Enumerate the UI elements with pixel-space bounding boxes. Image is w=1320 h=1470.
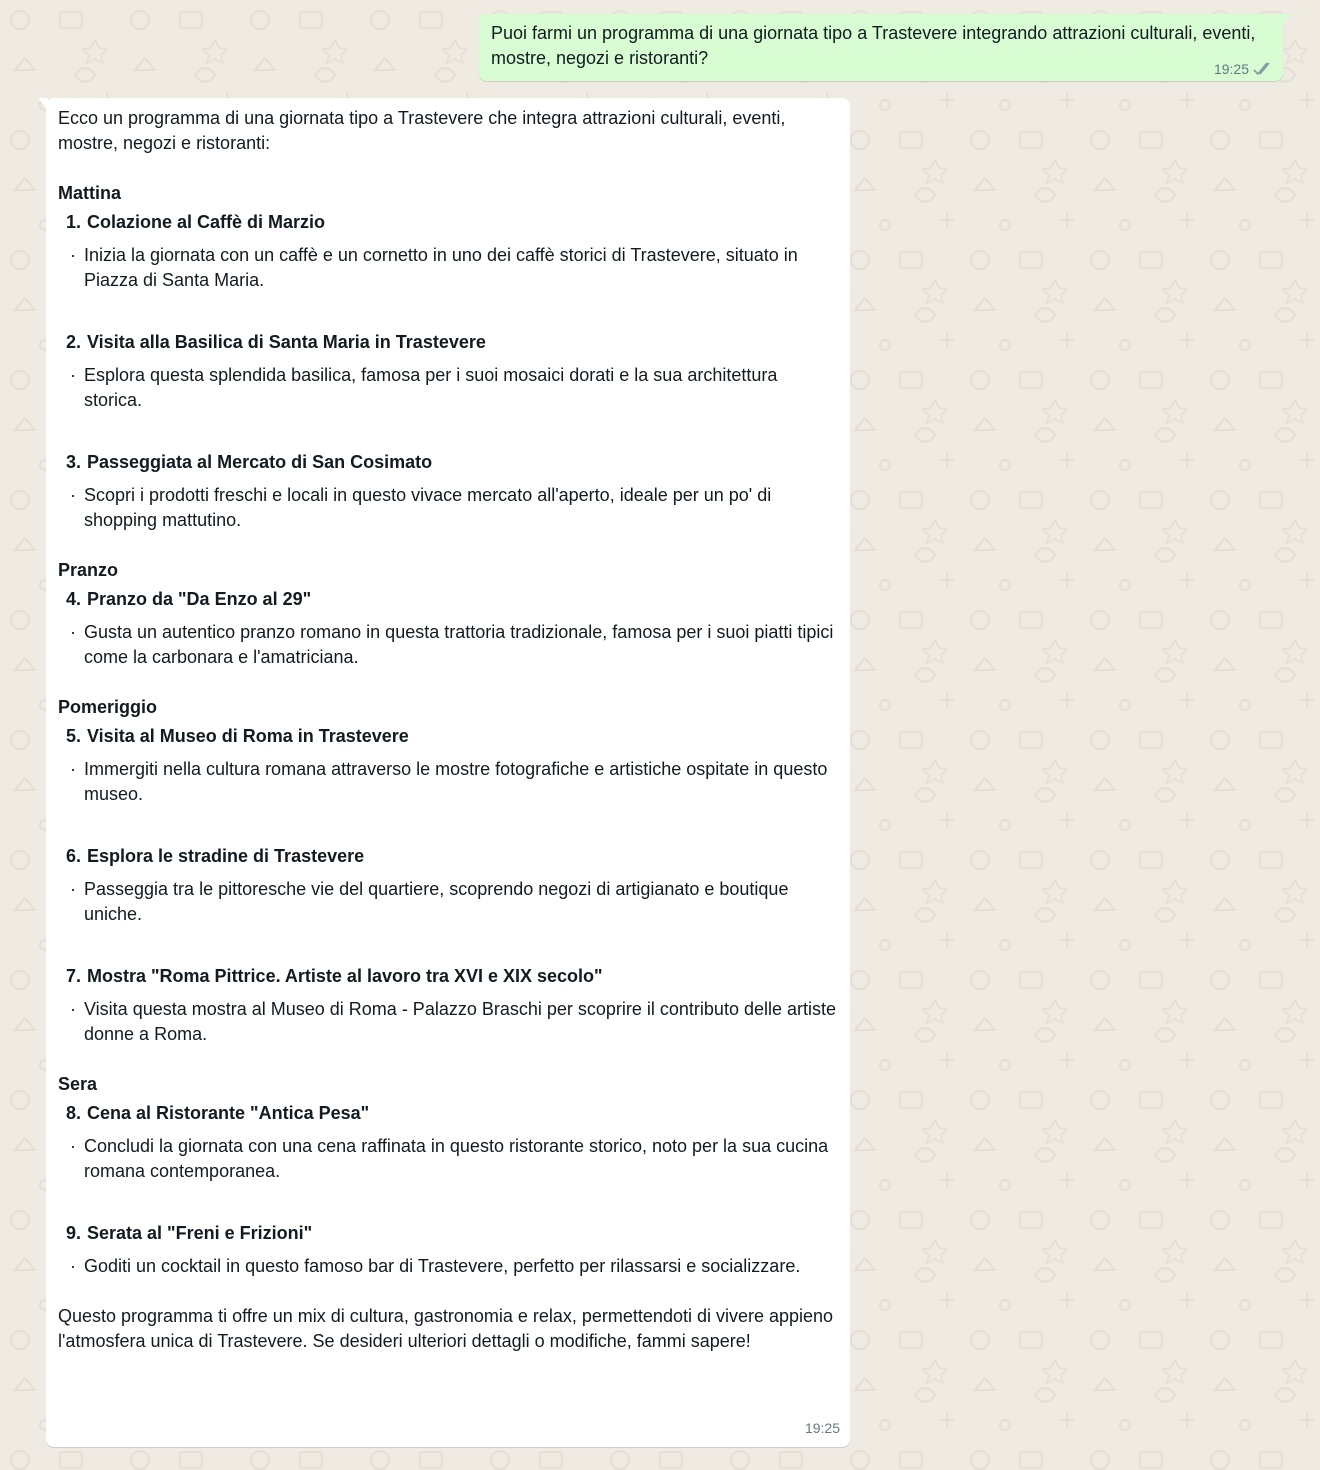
- bullet-icon: ·: [70, 245, 76, 265]
- list-item: 8. Cena al Ristorante "Antica Pesa": [58, 1101, 840, 1126]
- item-description: · Inizia la giornata con un caffè e un cornetto in uno dei caffè storici di Trastevere, situato in Piazza di Santa Maria.: [58, 243, 840, 293]
- item-title: Colazione al Caffè di Marzio: [87, 212, 326, 232]
- item-title: Passeggiata al Mercato di San Cosimato: [87, 452, 433, 472]
- item-description: · Visita questa mostra al Museo di Roma - Palazzo Braschi per scoprire il contributo delle artiste donne a Roma.: [58, 997, 840, 1047]
- message-meta: [1214, 61, 1273, 77]
- closing-text: Questo programma ti offre un mix di cultura, gastronomia e relax, permettendoti di vivere appieno l'atmosfera unica di Trastevere. Se desideri ulteriori dettagli o modifiche, fammi sapere!: [58, 1306, 834, 1351]
- list-item: 2. Visita alla Basilica di Santa Maria in Trastevere: [58, 330, 840, 355]
- outgoing-message-text: Puoi farmi un programma di una giornata tipo a Trastevere integrando attrazioni culturali, eventi, mostre, negozi e ristoranti?: [491, 23, 1256, 68]
- list-item: 5. Visita al Museo di Roma in Trastevere: [58, 724, 840, 749]
- section-title: Sera: [58, 1074, 98, 1094]
- double-check-icon: [1253, 62, 1273, 76]
- list-item: 4. Pranzo da "Da Enzo al 29": [58, 587, 840, 612]
- outgoing-message[interactable]: [479, 14, 1283, 81]
- bullet-icon: ·: [70, 759, 76, 779]
- item-title: Pranzo da "Da Enzo al 29": [87, 589, 312, 609]
- bullet-icon: ·: [70, 1136, 76, 1156]
- message-time: 19:25: [1213, 61, 1249, 77]
- bullet-icon: ·: [70, 999, 76, 1019]
- list-item: 3. Passeggiata al Mercato di San Cosimato: [58, 450, 840, 475]
- item-description: · Gusta un autentico pranzo romano in questa trattoria tradizionale, famosa per i suoi piatti tipici come la carbonara e l'amatriciana.: [58, 620, 840, 670]
- item-description: · Scopri i prodotti freschi e locali in questo vivace mercato all'aperto, ideale per un po' di shopping mattutino.: [58, 483, 840, 533]
- item-title: Cena al Ristorante "Antica Pesa": [87, 1103, 370, 1123]
- incoming-message[interactable]: [46, 98, 850, 1447]
- list-item: 6. Esplora le stradine di Trastevere: [58, 844, 840, 869]
- bullet-icon: ·: [70, 365, 76, 385]
- section-title: Pranzo: [58, 560, 119, 580]
- bubble-tail: [1281, 14, 1291, 26]
- bubble-tail: [38, 98, 48, 110]
- section-title: Mattina: [58, 183, 121, 203]
- section-title: Pomeriggio: [58, 697, 158, 717]
- item-title: Visita al Museo di Roma in Trastevere: [87, 726, 409, 746]
- bullet-icon: ·: [70, 1256, 76, 1276]
- item-description: · Concludi la giornata con una cena raffinata in questo ristorante storico, noto per la sua cucina romana contemporanea.: [58, 1134, 840, 1184]
- bullet-icon: ·: [70, 622, 76, 642]
- list-item: 9. Serata al "Freni e Frizioni": [58, 1221, 840, 1246]
- intro-text: Ecco un programma di una giornata tipo a Trastevere che integra attrazioni culturali, eventi, mostre, negozi e ristoranti:: [58, 108, 786, 153]
- item-title: Esplora le stradine di Trastevere: [87, 846, 365, 866]
- item-description: · Goditi un cocktail in questo famoso bar di Trastevere, perfetto per rilassarsi e socializzare.: [58, 1254, 840, 1279]
- item-title: Serata al "Freni e Frizioni": [87, 1223, 313, 1243]
- item-title: Visita alla Basilica di Santa Maria in Trastevere: [87, 332, 486, 352]
- message-time: 19:25: [804, 1420, 840, 1436]
- bullet-icon: ·: [70, 879, 76, 899]
- bullet-icon: ·: [70, 485, 76, 505]
- item-description: · Passeggia tra le pittoresche vie del quartiere, scoprendo negozi di artigianato e boutique uniche.: [58, 877, 840, 927]
- list-item: 7. Mostra "Roma Pittrice. Artiste al lavoro tra XVI e XIX secolo": [58, 964, 840, 989]
- item-description: · Immergiti nella cultura romana attraverso le mostre fotografiche e artistiche ospitate in questo museo.: [58, 757, 840, 807]
- item-description: · Esplora questa splendida basilica, famosa per i suoi mosaici dorati e la sua architettura storica.: [58, 363, 840, 413]
- list-item: 1. Colazione al Caffè di Marzio: [58, 210, 840, 235]
- item-title: Mostra "Roma Pittrice. Artiste al lavoro tra XVI e XIX secolo": [87, 966, 603, 986]
